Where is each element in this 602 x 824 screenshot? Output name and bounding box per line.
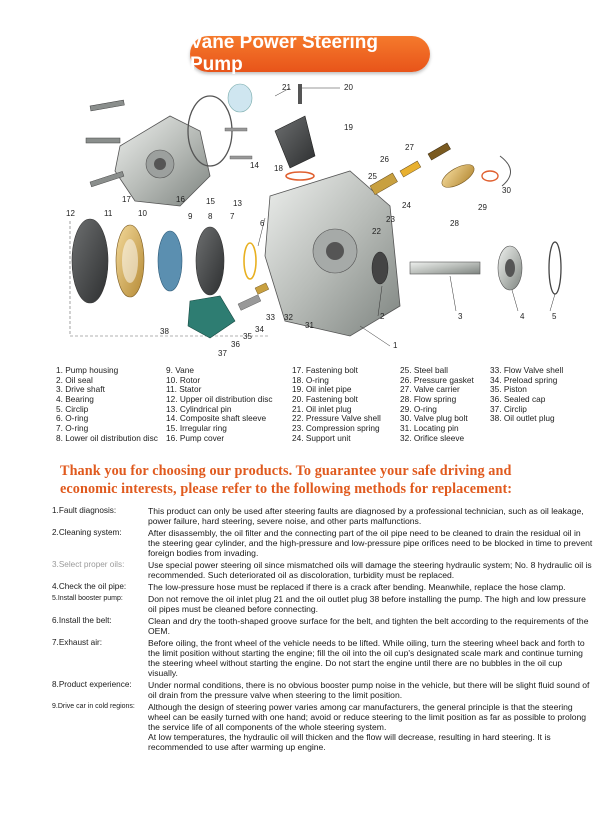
instruction-text xyxy=(148,506,594,526)
instruction-paragraph: Clean and dry the tooth-shaped groove surface for the belt, and tighten the belt according to the requirements of the OEM. xyxy=(148,616,589,636)
callout-31: 31 xyxy=(305,321,314,330)
part-item: 32. Orifice sleeve xyxy=(400,432,465,443)
part-item: 23. Compression spring xyxy=(292,423,380,434)
callout-36: 36 xyxy=(231,340,240,349)
part-item: 34. Preload spring xyxy=(490,374,558,385)
part-item: 16. Pump cover xyxy=(166,432,225,443)
diagram-svg xyxy=(50,76,590,366)
part-item: 22. Pressure Valve shell xyxy=(292,413,381,424)
instruction-text xyxy=(148,528,594,558)
callout-30: 30 xyxy=(502,186,511,195)
instruction-text xyxy=(148,594,594,614)
callout-28: 28 xyxy=(450,219,459,228)
callout-5: 5 xyxy=(552,312,557,321)
instruction-item xyxy=(52,560,594,580)
instruction-item xyxy=(52,680,594,700)
part-item: 37. Circlip xyxy=(490,403,527,414)
instruction-label: 1.Fault diagnosis: xyxy=(52,506,117,515)
part-item: 10. Rotor xyxy=(166,374,201,385)
callout-27: 27 xyxy=(405,143,414,152)
callout-14: 14 xyxy=(250,161,259,170)
parts-column-3 xyxy=(292,366,381,444)
instruction-label: 7.Exhaust air: xyxy=(52,638,103,647)
part-item: 33. Flow Valve shell xyxy=(490,365,564,375)
callout-4: 4 xyxy=(520,312,525,321)
callout-32: 32 xyxy=(284,313,293,322)
disc-stack-shape xyxy=(72,219,256,303)
callout-15: 15 xyxy=(206,197,215,206)
part-item: 35. Piston xyxy=(490,384,527,395)
part-item: 38. Oil outlet plug xyxy=(490,413,555,424)
thanks-heading xyxy=(60,462,580,498)
parts-column-4 xyxy=(400,366,474,444)
exploded-parts-diagram xyxy=(50,76,590,366)
callout-33: 33 xyxy=(266,313,275,322)
cylindrical-pin-shape xyxy=(225,128,247,131)
callout-10: 10 xyxy=(138,209,147,218)
instruction-label: 4.Check the oil pipe: xyxy=(52,582,127,591)
instruction-text xyxy=(148,702,594,752)
callout-13: 13 xyxy=(233,199,242,208)
parts-legend xyxy=(56,366,596,456)
callout-17: 17 xyxy=(122,195,131,204)
callout-21: 21 xyxy=(282,83,291,92)
instruction-item xyxy=(52,702,594,752)
instruction-text xyxy=(148,680,594,700)
instruction-paragraph: At low temperatures, the hydraulic oil will thicken and the flow will decrease, resulting in hard steering. It is recommended to use after warming up engine. xyxy=(148,732,551,752)
pump-cover-shape xyxy=(115,116,210,206)
part-item: 6. O-ring xyxy=(56,413,89,424)
callout-6: 6 xyxy=(260,219,265,228)
part-item: 36. Sealed cap xyxy=(490,394,546,405)
part-item: 3. Drive shaft xyxy=(56,384,105,395)
instruction-paragraph: Although the design of steering power varies among car manufacturers, the general principle is that the steering wheel can be easily turned with one hand; avoid or reduce steering to the limit position as far as possible to prolong the service life of all components of the whole steering system. xyxy=(148,702,587,732)
instruction-label: 8.Product experience: xyxy=(52,680,132,689)
callout-11: 11 xyxy=(104,209,113,218)
part-item: 21. Oil inlet plug xyxy=(292,403,352,414)
instruction-item xyxy=(52,638,594,678)
page-title: Vane Power Steering Pump xyxy=(190,36,430,72)
part-item: 25. Steel ball xyxy=(400,365,448,375)
part-item: 31. Locating pin xyxy=(400,423,459,434)
part-item: 17. Fastening bolt xyxy=(292,365,358,375)
part-item: 24. Support unit xyxy=(292,432,351,443)
drive-shaft-assembly-shape xyxy=(372,242,561,294)
thanks-line-2: economic interests, please refer to the following methods for replacement: xyxy=(60,481,513,497)
part-item: 19. Oil inlet pipe xyxy=(292,384,352,395)
part-item: 5. Circlip xyxy=(56,403,89,414)
callout-24: 24 xyxy=(402,201,411,210)
callout-19: 19 xyxy=(344,123,353,132)
o-ring-18-shape xyxy=(286,172,314,180)
part-item: 11. Stator xyxy=(166,384,202,395)
instruction-paragraph: Under normal conditions, there is no obvious booster pump noise in the vehicle, but there will be slight fluid sound of oil drain from the pressure valve when steering to the limit position. xyxy=(148,680,590,700)
callout-34: 34 xyxy=(255,325,264,334)
part-item: 26. Pressure gasket xyxy=(400,374,474,385)
part-item: 14. Composite shaft sleeve xyxy=(166,413,267,424)
callout-26: 26 xyxy=(380,155,389,164)
part-item: 8. Lower oil distribution disc xyxy=(56,432,158,443)
valve-components-shape xyxy=(370,143,511,195)
callout-12: 12 xyxy=(66,209,75,218)
instruction-label: 5.Install booster pump: xyxy=(52,595,123,602)
part-item: 27. Valve carrier xyxy=(400,384,460,395)
callout-23: 23 xyxy=(386,215,395,224)
part-item: 30. Valve plug bolt xyxy=(400,413,468,424)
callout-22: 22 xyxy=(372,227,381,236)
part-item: 4. Bearing xyxy=(56,394,94,405)
callout-9: 9 xyxy=(188,212,193,221)
instruction-label: 9.Drive car in cold regions: xyxy=(52,703,135,710)
part-item: 7. O-ring xyxy=(56,423,89,434)
replacement-instructions xyxy=(52,506,594,754)
callout-35: 35 xyxy=(243,332,252,341)
instruction-paragraph: The low-pressure hose must be replaced if there is a crack after bending. Meanwhile, replace the hose clamp. xyxy=(148,582,566,592)
shaft-sleeve-shape xyxy=(230,156,252,159)
instruction-text xyxy=(148,616,594,636)
thanks-line-1: Thank you for choosing our products. To guarantee your safe driving and xyxy=(60,463,512,479)
instruction-label: 6.Install the belt: xyxy=(52,616,112,625)
instruction-text xyxy=(148,582,594,592)
callout-8: 8 xyxy=(208,212,213,221)
callout-16: 16 xyxy=(176,195,185,204)
parts-column-2 xyxy=(166,366,273,444)
instruction-label: 2.Cleaning system: xyxy=(52,528,122,537)
part-item: 12. Upper oil distribution disc xyxy=(166,394,273,405)
instruction-paragraph: This product can only be used after steering faults are diagnosed by a professional technician, such as oil leakage, power failure, hard steering, severe noise, and other parts malfunctions. xyxy=(148,506,584,526)
parts-column-5 xyxy=(490,366,563,424)
callout-3: 3 xyxy=(458,312,463,321)
callout-2: 2 xyxy=(380,312,385,321)
part-item: 9. Vane xyxy=(166,365,194,375)
part-item: 13. Cylindrical pin xyxy=(166,403,232,414)
part-item: 28. Flow spring xyxy=(400,394,457,405)
instruction-paragraph: Don not remove the oil inlet plug 21 and the oil outlet plug 38 before installing the pump. The high and low pressure oil pipes must be cleaned before connecting. xyxy=(148,594,586,614)
callout-20: 20 xyxy=(344,83,353,92)
instruction-text xyxy=(148,638,594,678)
instruction-paragraph: Before oiling, the front wheel of the vehicle needs to be lifted. While oiling, turn the steering wheel back and forth to the limit position without starting the engine; fill the oil into the oil cup's designated scale mark and continue turning the steering wheel without starting the engine. Do not start the engine until there are no bubbles in the oil cup visually. xyxy=(148,638,585,678)
instruction-paragraph: Use special power steering oil since mismatched oils will damage the steering hydraulic system; No. 8 hydraulic oil is recommended. Such deteriorated oil as discoloration, turbidity must be replaced. xyxy=(148,560,592,580)
part-item: 2. Oil seal xyxy=(56,374,93,385)
part-item: 1. Pump housing xyxy=(56,365,119,375)
oil-inlet-plug-shape xyxy=(228,84,252,112)
callout-29: 29 xyxy=(478,203,487,212)
instruction-item xyxy=(52,528,594,558)
instruction-label: 3.Select proper oils: xyxy=(52,560,125,569)
instruction-item xyxy=(52,582,594,592)
fastening-bolts-shape xyxy=(86,100,124,187)
part-item: 18. O-ring xyxy=(292,374,329,385)
part-item: 20. Fastening bolt xyxy=(292,394,358,405)
oil-inlet-pipe-shape xyxy=(275,116,315,168)
callout-7: 7 xyxy=(230,212,235,221)
fastening-bolt-20-shape xyxy=(298,84,302,104)
instruction-text xyxy=(148,560,594,580)
callout-38: 38 xyxy=(160,327,169,336)
part-item: 29. O-ring xyxy=(400,403,437,414)
instruction-item xyxy=(52,616,594,636)
callout-37: 37 xyxy=(218,349,227,358)
callout-18: 18 xyxy=(274,164,283,173)
parts-column-1 xyxy=(56,366,158,444)
part-item: 15. Irregular ring xyxy=(166,423,227,434)
instruction-item xyxy=(52,506,594,526)
instruction-item xyxy=(52,594,594,614)
callout-1: 1 xyxy=(393,341,398,350)
instruction-paragraph: After disassembly, the oil filter and the connecting part of the oil pipe need to be cleaned to drain the residual oil in the steering gear cylinder, and the high-pressure and low-pressure pipe orifices need to be blocked in time to prevent foreign bodies from invading. xyxy=(148,528,593,558)
callout-25: 25 xyxy=(368,172,377,181)
